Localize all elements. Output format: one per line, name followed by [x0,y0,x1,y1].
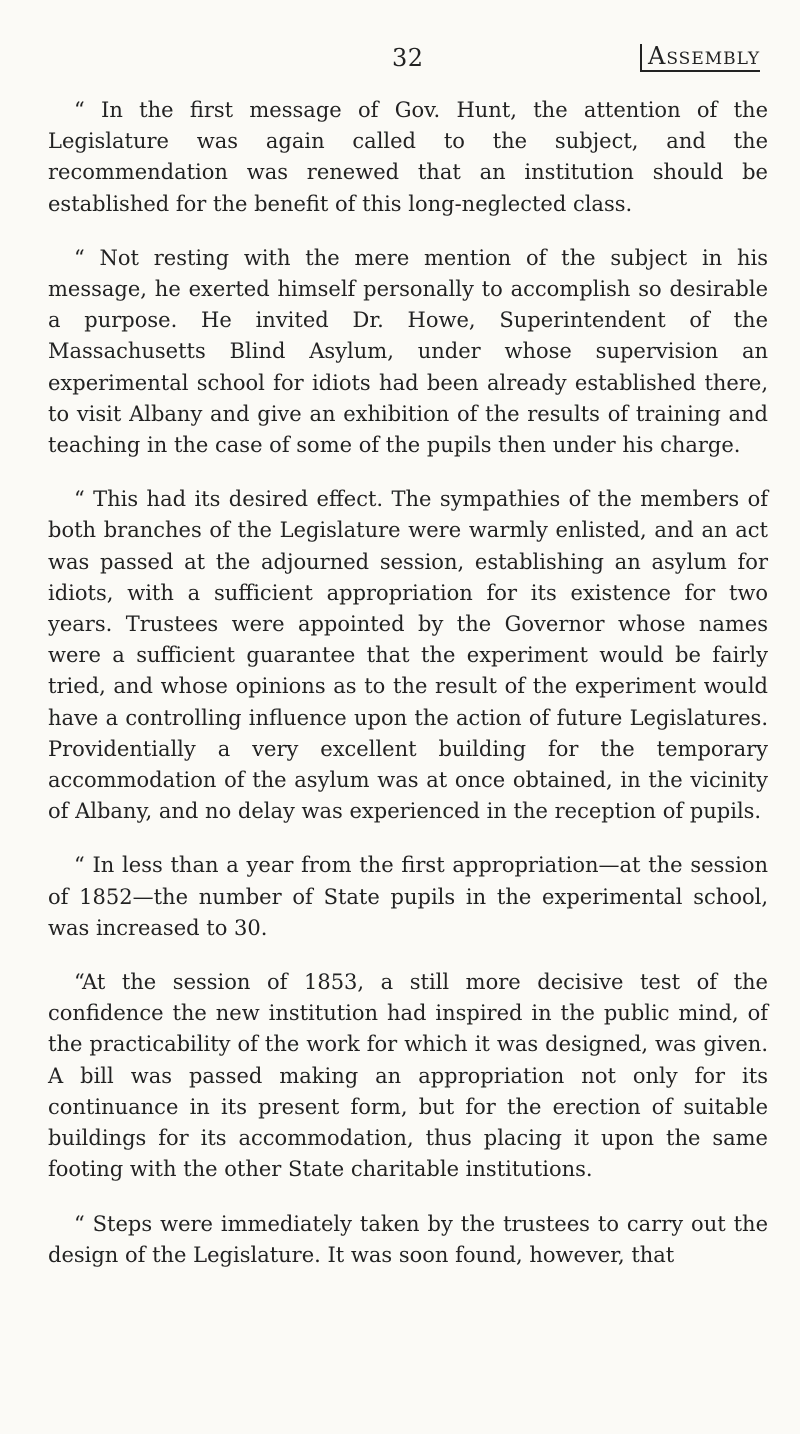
paragraph-3: “ This had its desired effect. The sympathies of the members of both branches of the Legislature were warmly enlisted, and an act was passed at the adjourned session, establishing an asylum for idiots, with a sufficient appropriation for its existence for two years. Trustees were appointed by the Governor whose names were a sufficient guarantee that the experiment would be fairly tried, and whose opinions as to the result of the experiment would have a controlling influence upon the action of future Legislatures. Providentially a very excellent building for the temporary accommodation of the asylum was at once obtained, in the vicinity of Albany, and no delay was experienced in the reception of pupils. [48,487,768,824]
page-header [0,44,800,84]
paragraph-5: “At the session of 1853, a still more decisive test of the confidence the new institution had inspired in the public mind, of the practicability of the work for which it was designed, was given. A bill was passed making an appropriation not only for its continuance in its present form, but for the erection of suitable buildings for its accommodation, thus placing it upon the same footing with the other State charitable institutions. [48,970,768,1182]
paragraph-2: “ Not resting with the mere mention of the subject in his message, he exerted himself personally to accomplish so desirable a purpose. He invited Dr. Howe, Superintendent of the Massachusetts Blind Asylum, under whose supervision an experimental school for idiots had been already established there, to visit Albany and give an exhibition of the results of training and teaching in the case of some of the pupils then under his charge. [48,245,768,458]
body-text [48,95,768,1294]
running-head [640,44,760,72]
page-number: 32 [392,44,424,72]
paragraph-1: “ In the first message of Gov. Hunt, the attention of the Legislature was again called to the subject, and the recommendation was renewed that an institution should be established for the benefit of this long-neglected class. [48,98,768,216]
paragraph-6: “ Steps were immediately taken by the trustees to carry out the design of the Legislature. It was soon found, however, that [48,1211,768,1267]
running-head-label: Assembly [648,42,761,70]
paragraph-4: “ In less than a year from the first appropriation—at the session of 1852—the number of State pupils in the experimental school, was increased to 30. [48,853,768,940]
